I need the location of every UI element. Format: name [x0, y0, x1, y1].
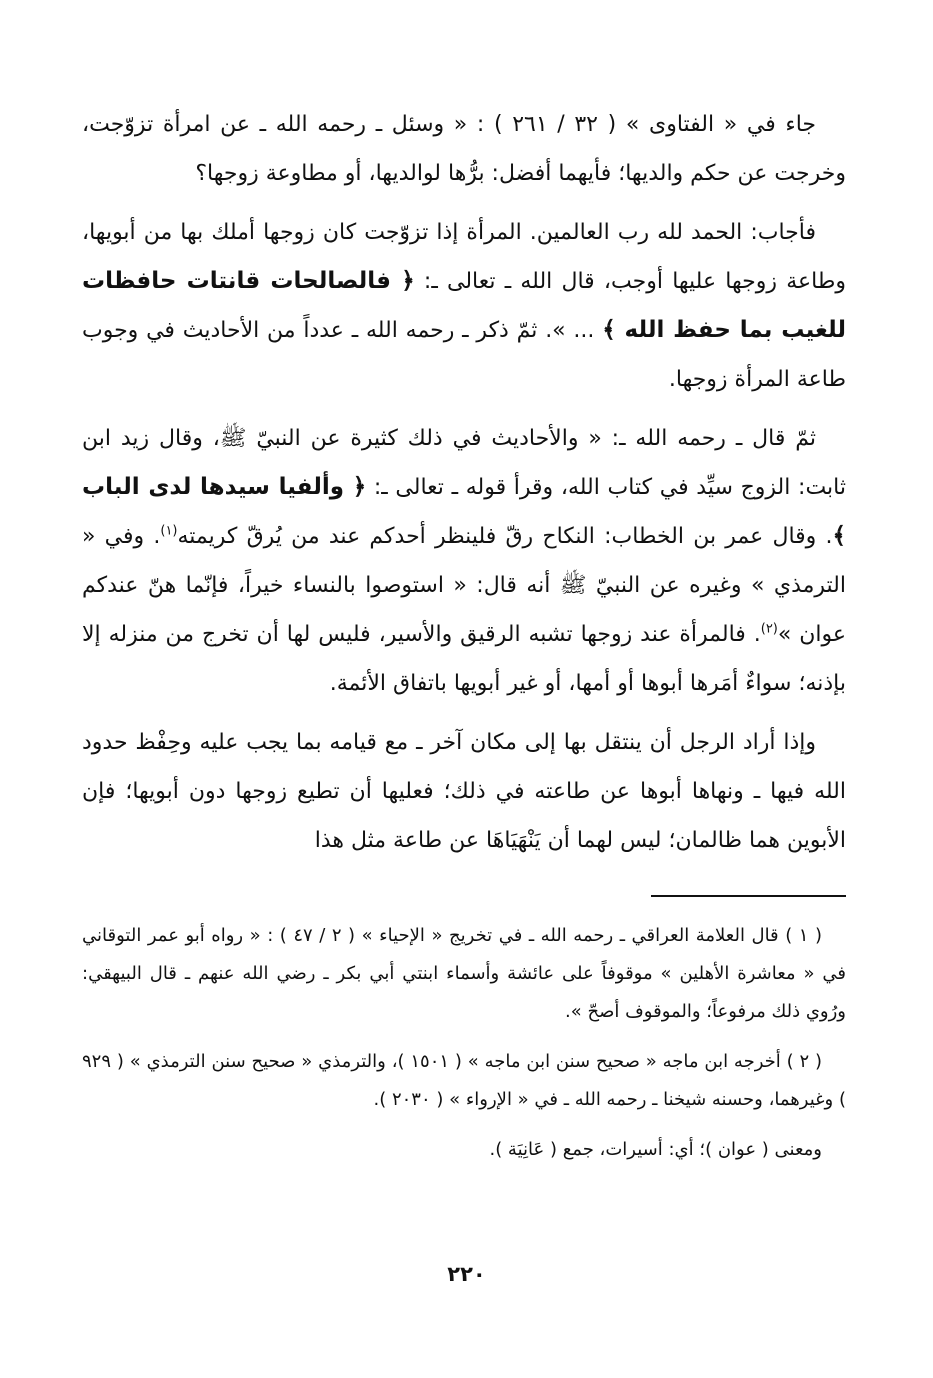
quran-verse-1: ﴿ فالصالحات قانتات حافظات للغيب بما حفظ الله ﴾: [82, 268, 846, 343]
paragraph-2: [82, 208, 846, 404]
paragraph-3-text-a: ثمّ قال ـ رحمه الله ـ: « والأحاديث في ذلك كثيرة عن النبيّ ﷺ، وقال زيد ابن ثابت: الزوج سيِّد في كتاب الله، وقرأ قوله ـ تعالى ـ:: [82, 426, 846, 500]
footnote-ref-2: (٢): [760, 621, 778, 637]
footnote-3: ومعنى ( عوان )؛ أي: أسيرات، جمع ( عَانِيَة ).: [489, 1139, 822, 1160]
paragraph-3: [82, 414, 846, 708]
paragraph-3-text-c: . وفي « الترمذي » وغيره عن النبيّ ﷺ أنه قال: « استوصوا بالنساء خيراً، فإنّما هنّ عندكم عوان »: [82, 524, 847, 647]
paragraph-3-text-d: . فالمرأة عند زوجها تشبه الرقيق والأسير، فليس لها أن تخرج من منزله إلا بإذنه؛ سواءٌ أمَرها أبوها أو أمها، أو غير أبويها باتفاق الأئمة.: [82, 622, 846, 696]
paragraph-1-text: جاء في « الفتاوى » ( ٣٢ / ٢٦١ ) : « وسئل ـ رحمه الله ـ عن امرأة تزوّجت، وخرجت عن حكم والديها؛ فأيهما أفضل: برُّها لوالديها، أو مطاوعة زوجها؟: [82, 112, 846, 186]
paragraph-4-text: وإذا أراد الرجل أن ينتقل بها إلى مكان آخر ـ مع قيامه بما يجب عليه وحِفْظ حدود الله فيها ـ ونهاها أبوها عن طاعته في ذلك؛ فعليها أن تطيع زوجها دون أبويها؛ فإن الأبوين هما ظالمان؛ ليس لهما أن يَنْهَيَاهَا عن طاعة مثل هذا: [82, 730, 846, 853]
footnote-1: ( ١ ) قال العلامة العراقي ـ رحمه الله ـ في تخريج « الإحياء » ( ٢ / ٤٧ ) : « رواه أبو عمر التوقاني في « معاشرة الأهلين » موقوفاً على عائشة وأسماء ابنتي أبي بكر ـ رضي الله عنهم ـ قال البيهقي: ورُوي ذلك مرفوعاً؛ والموقوف أصحّ ».: [82, 925, 846, 1022]
quran-verse-2: ﴿ وألفيا سيدها لدى الباب ﴾: [82, 474, 846, 549]
footnote-divider: [651, 895, 846, 897]
paragraph-3-text-b: . وقال عمر بن الخطاب: النكاح رقّ فلينظر أحدكم عند من يُرقّ كريمته: [177, 524, 833, 549]
paragraph-1: [82, 100, 846, 198]
page-content: [82, 100, 846, 1181]
paragraph-2-text-b: ... ». ثمّ ذكر ـ رحمه الله ـ عدداً من الأحاديث في وجوب طاعة المرأة زوجها.: [82, 318, 846, 392]
paragraph-2-text-a: فأجاب: الحمد لله رب العالمين. المرأة إذا تزوّجت كان زوجها أملك بها من أبويها، وطاعة زوجها عليها أوجب، قال الله ـ تعالى ـ:: [82, 220, 846, 294]
page-number: ٢٢٠: [447, 1262, 486, 1286]
footnote-ref-1: (١): [160, 523, 178, 539]
paragraph-4: [82, 718, 846, 865]
footnote-2: ( ٢ ) أخرجه ابن ماجه « صحيح سنن ابن ماجه » ( ١٥٠١ )، والترمذي « صحيح سنن الترمذي » ( ٩٢٩ ) وغيرهما، وحسنه شيخنا ـ رحمه الله ـ في « الإرواء » ( ٢٠٣٠ ).: [82, 1051, 846, 1110]
